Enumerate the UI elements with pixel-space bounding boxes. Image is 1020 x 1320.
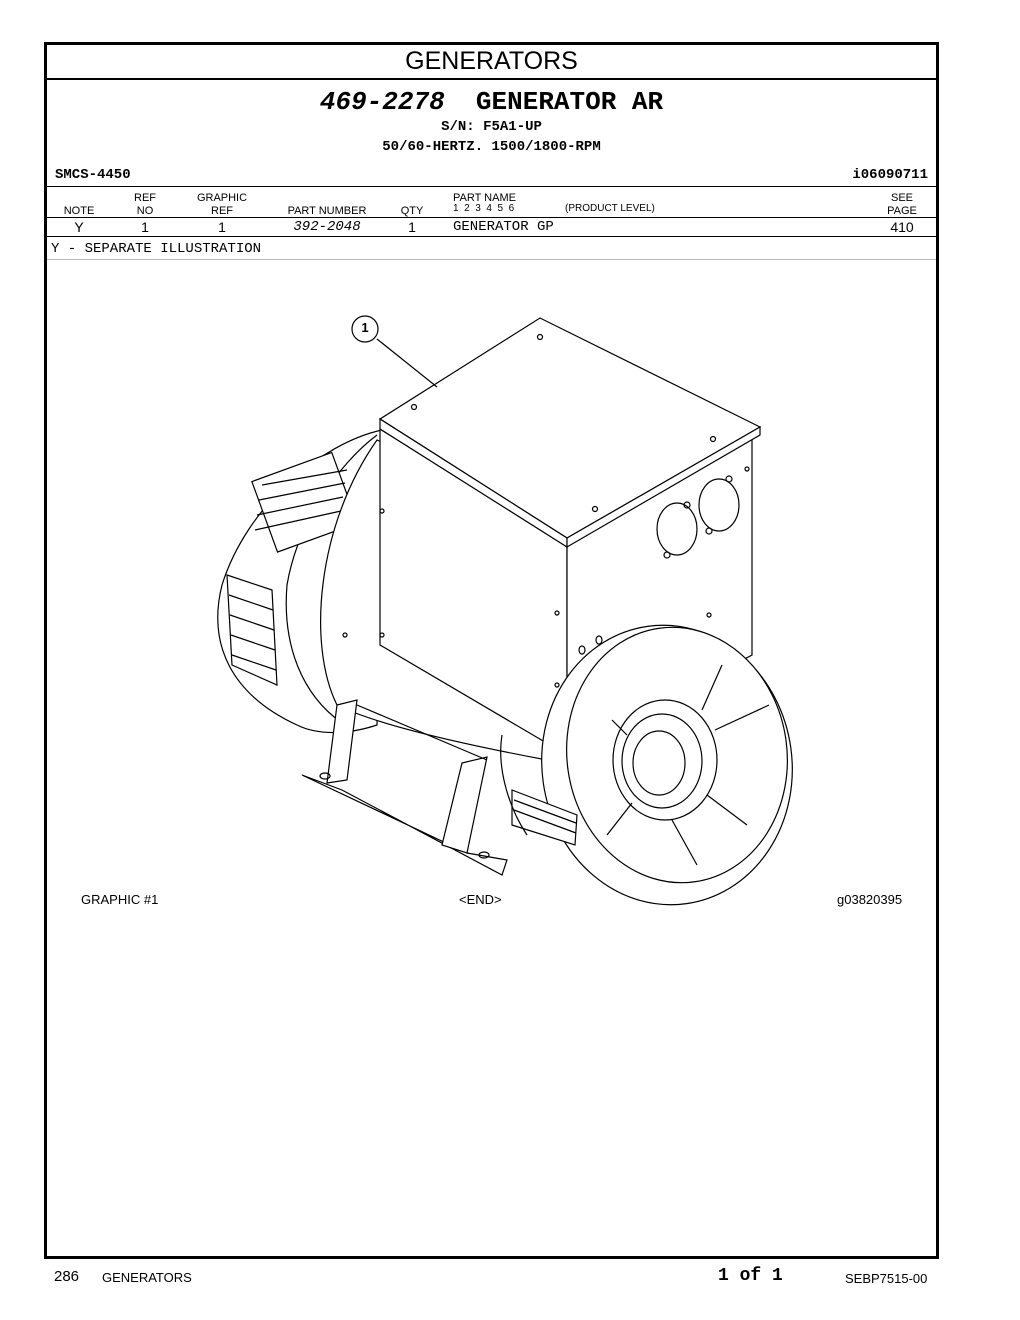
illustration-id: i06090711 [852, 167, 928, 183]
end-marker: <END> [459, 892, 502, 907]
footer-section: GENERATORS [102, 1270, 192, 1285]
header-product-level: (PRODUCT LEVEL) [565, 203, 655, 214]
header-part-name: PART NAME [453, 192, 516, 204]
header-graphic-top: GRAPHIC [196, 192, 248, 204]
header-levels: 1 2 3 4 5 6 [453, 203, 515, 214]
header-graphic-bottom: REF [211, 205, 233, 217]
header-ref-bottom: NO [136, 205, 154, 217]
serial-number: S/N: F5A1-UP [441, 119, 542, 135]
group-name: GENERATOR AR [475, 87, 664, 117]
group-part-number: 469-2278 [319, 87, 445, 117]
smcs-code: SMCS-4450 [55, 167, 131, 183]
section-title: GENERATORS [47, 45, 936, 80]
row-note: Y [74, 219, 84, 235]
callout-number: 1 [361, 320, 369, 335]
header-see-top: SEE [890, 192, 913, 204]
generator-illustration [47, 45, 936, 1256]
header-qty: QTY [400, 205, 424, 217]
footer-page-number: 286 [54, 1268, 80, 1285]
row-ref-no: 1 [141, 219, 149, 235]
page-frame [44, 42, 939, 1259]
footer-page-of: 1 of 1 [718, 1266, 783, 1286]
row-part-number: 392-2048 [293, 219, 361, 235]
spec-line: 50/60-HERTZ. 1500/1800-RPM [382, 139, 601, 155]
header-note: NOTE [63, 205, 95, 217]
note-legend: Y - SEPARATE ILLUSTRATION [51, 241, 262, 257]
graphic-id: g03820395 [837, 892, 903, 907]
row-see-page: 410 [890, 219, 914, 235]
footer-doc-id: SEBP7515-00 [845, 1271, 928, 1286]
header-part-number: PART NUMBER [287, 205, 367, 217]
row-graphic-ref: 1 [218, 219, 226, 235]
header-ref-top: REF [134, 192, 156, 204]
row-qty: 1 [408, 219, 416, 235]
header-see-bottom: PAGE [887, 205, 917, 217]
row-part-name: GENERATOR GP [453, 219, 554, 235]
graphic-caption: GRAPHIC #1 [81, 892, 159, 907]
